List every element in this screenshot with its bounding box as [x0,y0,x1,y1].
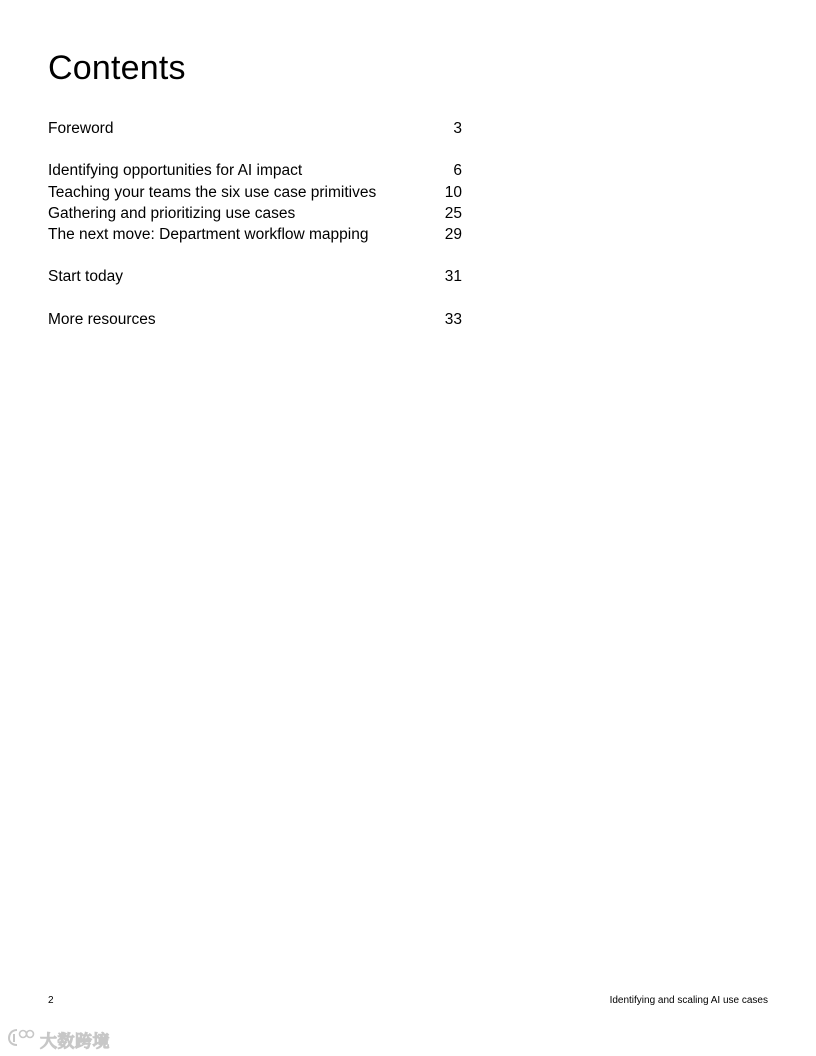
watermark [6,1026,110,1053]
footer-document-title: Identifying and scaling AI use cases [609,995,768,1006]
toc-entry-start-today[interactable] [48,266,462,287]
toc-entry-foreword[interactable] [48,118,462,139]
toc-entry-label: Start today [48,268,123,286]
toc-entry-page-number: 3 [453,120,462,137]
toc-entry-page-number: 31 [444,268,462,286]
toc-entry-label: Foreword [48,120,114,137]
toc-entry-page-number: 29 [444,226,462,244]
table-of-contents [48,118,462,351]
toc-entry-label: Teaching your teams the six use case primitives [48,183,377,201]
toc-entry-identifying-opportunities[interactable] [48,160,462,181]
toc-entry-gathering-prioritizing[interactable] [48,203,462,224]
toc-entry-next-move[interactable] [48,224,462,245]
toc-entry-label: More resources [48,310,156,328]
toc-group-more-resources [48,309,462,330]
toc-group-foreword [48,118,462,139]
toc-entry-label: The next move: Department workflow mapping [48,226,369,244]
watermark-text: 大数跨境 [40,1032,110,1051]
toc-entry-label: Gathering and prioritizing use cases [48,204,296,222]
page-title: Contents [48,49,186,87]
watermark-logo-icon [6,1026,38,1053]
toc-entry-teaching-primitives[interactable] [48,182,462,203]
toc-entry-page-number: 10 [444,183,462,201]
toc-group-main-sections [48,160,462,245]
toc-entry-page-number: 33 [444,310,462,328]
toc-entry-page-number: 25 [444,204,462,222]
toc-entry-page-number: 6 [453,162,462,180]
toc-group-start-today [48,266,462,287]
toc-entry-label: Identifying opportunities for AI impact [48,162,303,180]
footer-page-number: 2 [48,995,54,1006]
toc-entry-more-resources[interactable] [48,309,462,330]
